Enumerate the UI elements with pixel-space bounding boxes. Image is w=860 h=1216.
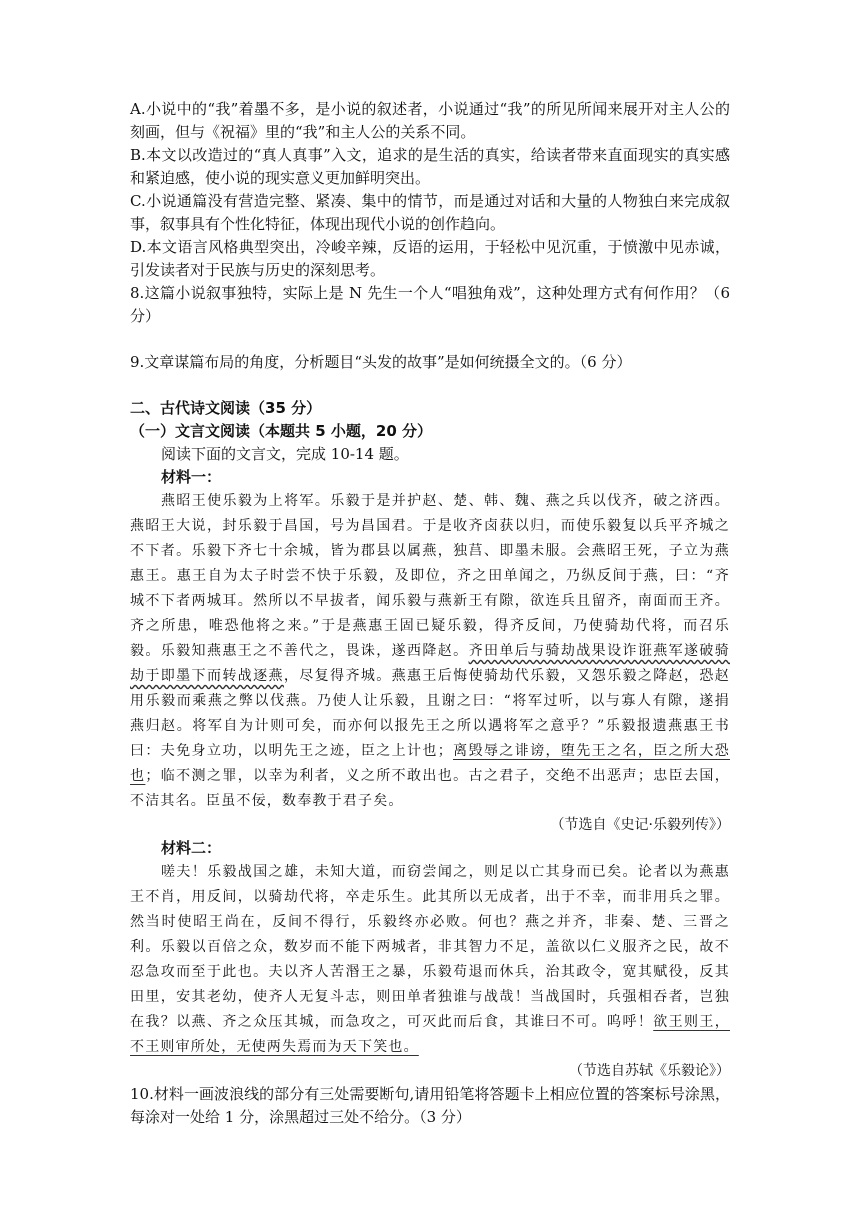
- material-2-label: 材料二：: [161, 839, 222, 857]
- spacer: [130, 328, 730, 351]
- material-2-text: [130, 860, 730, 1060]
- material-1-part2: ，尽复得齐城。燕惠王后悔使骑劫代乐毅，又怨乐毅之降赵，恐赵用乐毅而乘燕之弊以伐燕。乃使人让乐毅，且谢之曰：“将军过听，以与寡人有隙，遂捐燕归赵。将军自为计则可矣，而亦何以报先王之所以遇将军之意乎？”乐毅报遗燕惠王书曰：夫免身立功，以明先王之迹，臣之上计也；: [130, 668, 731, 759]
- material-1-part1: 燕昭王使乐毅为上将军。乐毅于是并护赵、楚、韩、魏、燕之兵以伐齐，破之济西。燕昭王大说，封乐毅于昌国，号为昌国君。于是收齐卤获以归，而使乐毅复以兵平齐城之不下者。乐毅下齐七十余城，皆为郡县以属燕，独莒、即墨未服。会燕昭王死，子立为燕惠王。惠王自为太子时尝不快于乐毅，及即位，齐之田单闻之，乃纵反间于燕，曰：“齐城不下者两城耳。然所以不早拔者，闻乐毅与燕新王有隙，欲连兵且留齐，南面而王齐。齐之所患，唯恐他将之来。”于是燕惠王固已疑乐毅，得齐反间，乃使骑劫代将，而召乐毅。乐毅知燕惠王之不善代之，畏诛，遂西降赵。: [130, 493, 730, 659]
- material-2-underlined: 欲王则王，不王则审所处，无使两失焉而为天下笑也。: [130, 1014, 730, 1055]
- spacer: [130, 374, 730, 397]
- material-2-part1: 嗟夫！乐毅战国之雄，未知大道，而窃尝闻之，则足以亡其身而已矣。论者以为燕惠王不肖，用反间，以骑劫代将，卒走乐生。此其所以无成者，出于不幸，而非用兵之罪。然当时使昭王尚在，反间不得行，乐毅终亦必败。何也？燕之并齐，非秦、楚、三晋之利。乐毅以百倍之众，数岁而不能下两城者，非其智力不足，盖欲以仁义服齐之民，故不忍急攻而至于此也。夫以齐人苦湣王之暴，乐毅苟退而休兵，治其政令，宽其赋役，反其田里，安其老幼，使齐人无复斗志，则田单者独谁与战哉！当战国时，兵强相吞者，岂独在我？以燕、齐之众压其城，而急攻之，可灭此而后食，其谁曰不可。呜呼！: [130, 864, 730, 1030]
- material-1-part3: ；临不测之罪，以幸为利者，义之所不敢出也。古之君子，交绝不出恶声；忠臣去国，不洁其名。臣虽不佞，数奉教于君子矣。: [130, 768, 730, 809]
- material-1-text: [130, 489, 730, 814]
- document-page: [130, 98, 730, 1129]
- material-2-source: （节选自苏轼《乐毅论》）: [569, 1063, 730, 1079]
- material-1-underlined: 离毁辱之诽谤，堕先王之名，臣之所大恐也: [130, 743, 730, 784]
- question-10: 10.材料一画波浪线的部分有三处需要断句,请用铅笔将答题卡上相应位置的答案标号涂黑，每涂对一处给 1 分，涂黑超过三处不给分。（3 分）: [130, 1085, 730, 1126]
- material-1-label: 材料一：: [161, 468, 222, 486]
- option-c: C.小说通篇没有营造完整、紧凑、集中的情节，而是通过对话和大量的人物独白来完成叙事，叙事具有个性化特征，体现出现代小说的创作趋向。: [130, 192, 730, 233]
- material-1-wavy-line: 齐田单后与骑劫战果设诈诳燕军遂破骑劫于即墨下而转战逐燕: [130, 643, 730, 684]
- question-9: 9.文章谋篇布局的角度，分析题目“头发的故事”是如何统摄全文的。（6 分）: [130, 353, 632, 371]
- section-title: 二、古代诗文阅读（35 分）: [130, 399, 322, 417]
- option-b: B.本文以改造过的“真人真事”入文，追求的是生活的真实，给读者带来直面现实的真实感和紧迫感，使小说的现实意义更加鲜明突出。: [130, 146, 730, 187]
- section-subtitle: （一）文言文阅读（本题共 5 小题，20 分）: [130, 422, 432, 440]
- option-a: A.小说中的“我”着墨不多，是小说的叙述者，小说通过“我”的所见所闻来展开对主人公的刻画，但与《祝福》里的“我”和主人公的关系不同。: [130, 100, 730, 141]
- option-d: D.本文语言风格典型突出，冷峻辛辣，反语的运用，于轻松中见沉重，于愤激中见赤诚，引发读者对于民族与历史的深刻思考。: [130, 238, 730, 279]
- question-8: 8.这篇小说叙事独特，实际上是 N 先生一个人“唱独角戏”，这种处理方式有何作用？（6分）: [130, 284, 730, 325]
- instruction: 阅读下面的文言文，完成 10-14 题。: [161, 445, 409, 463]
- material-1-source: （节选自《史记·乐毅列传》）: [550, 817, 730, 833]
